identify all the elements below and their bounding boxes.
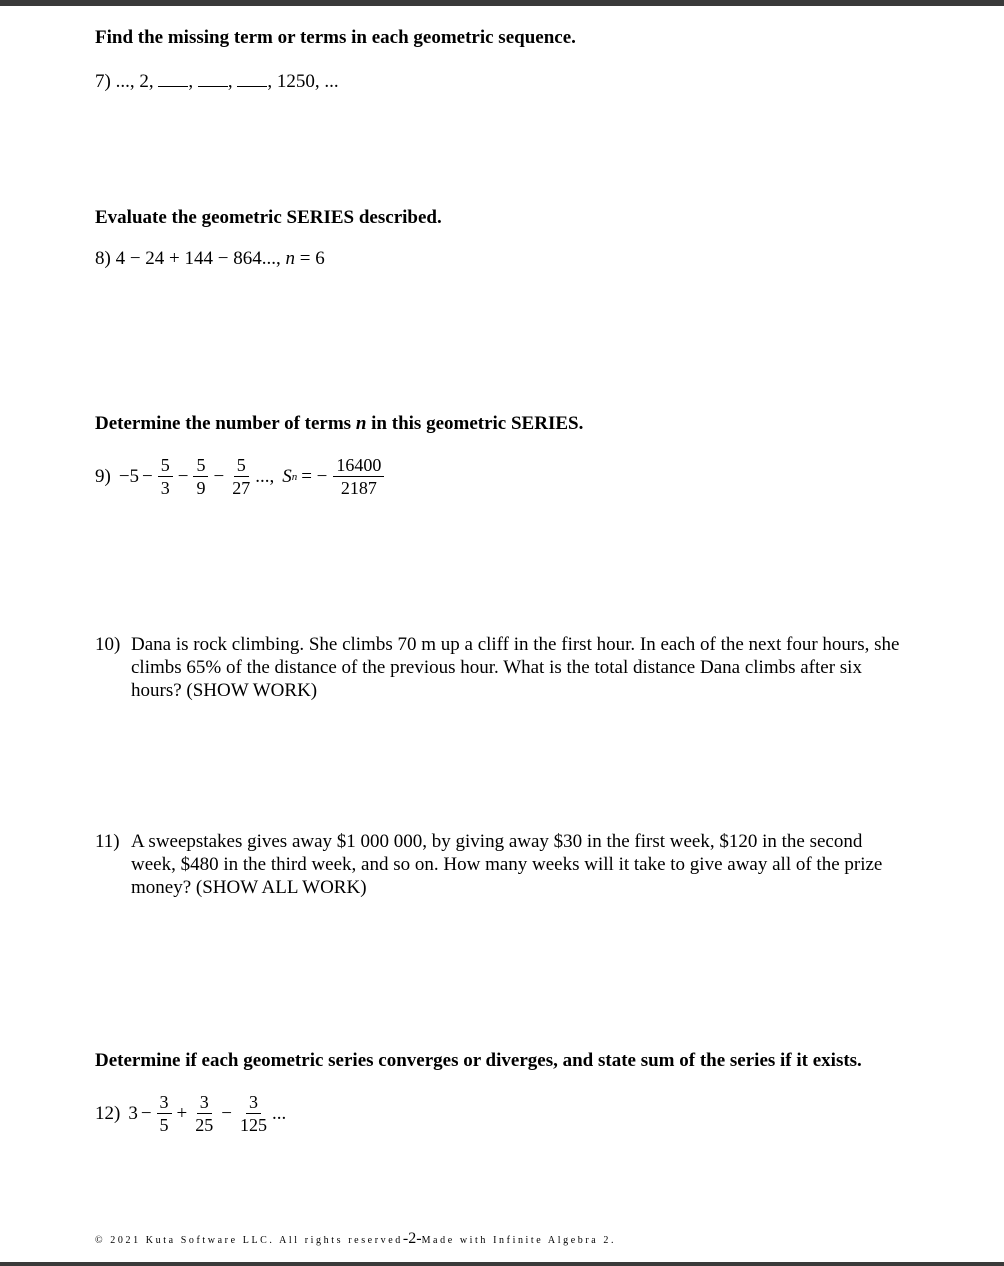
fraction: $\frac{5}{9}$ <box>193 454 208 499</box>
fraction: $\frac{5}{3}$ <box>158 454 173 499</box>
fraction: $\frac{5}{27}$ <box>232 455 251 498</box>
fraction: $\frac{3}{125}$ <box>239 1092 267 1135</box>
fraction: $\frac{3}{5}$ <box>157 1091 172 1136</box>
problem-12-lead: 3 <box>128 1102 138 1124</box>
problem-8-var: n <box>285 248 295 269</box>
problem-12-label: 12) <box>95 1102 121 1124</box>
top-border <box>0 0 1004 6</box>
problem-12-ellipsis: ... <box>271 1102 287 1124</box>
copyright-text: © 2021 Kuta Software LLC. All rights reserved <box>95 1235 403 1246</box>
problem-8-expr: 4 − 24 + 144 − 864..., <box>115 248 281 269</box>
problem-7-end: 1250, ... <box>276 71 339 92</box>
footer <box>95 1230 616 1248</box>
problem-11 <box>95 830 915 902</box>
sum-subscript: n <box>291 470 298 483</box>
blank-2 <box>198 70 228 87</box>
sum-symbol: S <box>282 465 292 487</box>
problem-8-eq: = 6 <box>299 248 325 269</box>
series-heading: Evaluate the geometric SERIES described. <box>95 207 442 228</box>
problem-9-lead: −5 <box>118 465 140 487</box>
problem-7-start: ..., 2, <box>115 71 154 92</box>
problem-8-label: 8) <box>95 248 111 269</box>
problem-11-text: A sweepstakes gives away $1 000 000, by giving away $30 in the first week, $120 in the second week, $480 in the third week, and so on. How many weeks will it take to give away all of the prize money? (SHOW ALL WORK) <box>131 831 883 898</box>
terms-heading: Determine the number of terms n in this geometric SERIES. <box>95 413 584 434</box>
problem-10-text: Dana is rock climbing. She climbs 70 m up a cliff in the first hour. In each of the next four hours, she climbs 65% of the distance of the previous hour. What is the total distance Dana climbs after six hours? (SHOW WORK) <box>131 634 900 701</box>
problem-7: 7) ..., 2, , , , 1250, ... <box>95 71 339 92</box>
problem-11-label: 11) <box>95 831 120 852</box>
converge-heading: Determine if each geometric series converges or diverges, and state sum of the series if it exists. <box>95 1050 862 1071</box>
problem-10 <box>95 633 915 705</box>
problem-7-label: 7) <box>95 71 111 92</box>
page-number: -2- <box>402 1230 422 1247</box>
problem-12: 12) 3 − $\frac{3}{5}$ + $\frac{3}{25}$ − $\frac{3}{125}$ ... <box>95 1092 287 1135</box>
problem-9-eq: = − <box>301 465 328 487</box>
made-with-text: Made with Infinite Algebra 2. <box>421 1235 617 1246</box>
bottom-border <box>0 1262 1004 1266</box>
problem-10-label: 10) <box>95 634 121 655</box>
problem-9-ellipsis: ..., <box>255 465 275 487</box>
problem-9: 9) −5 − $\frac{5}{3}$ − $\frac{5}{9}$ − $\frac{5}{27}$ ..., S n = − $\frac{16400}{2187}$ <box>95 454 386 499</box>
blank-3 <box>237 70 267 87</box>
problem-9-label: 9) <box>95 465 111 487</box>
result-fraction: $\frac{16400}{2187}$ <box>333 454 384 499</box>
fraction: $\frac{3}{25}$ <box>195 1092 214 1135</box>
problem-8 <box>95 248 325 270</box>
seq-heading: Find the missing term or terms in each geometric sequence. <box>95 27 576 48</box>
blank-1 <box>158 70 188 87</box>
